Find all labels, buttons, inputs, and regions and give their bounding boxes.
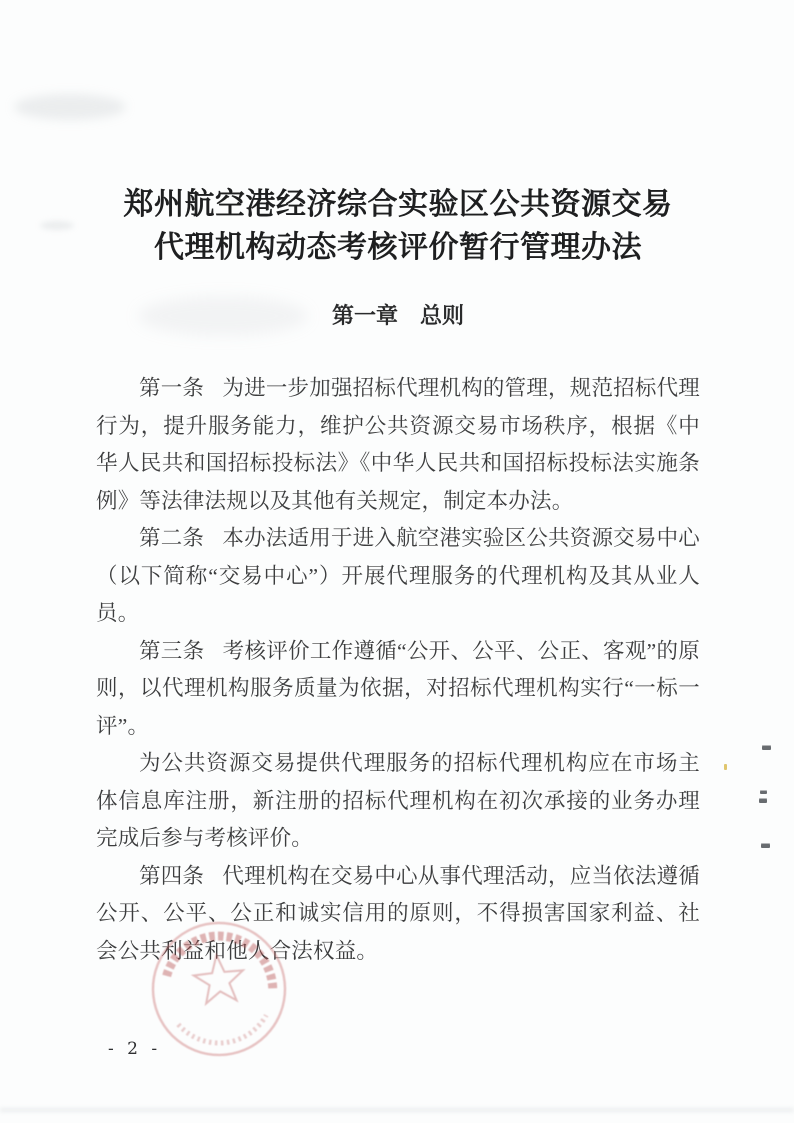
article-number-label: 第二条 bbox=[139, 526, 205, 550]
article-text: 本办法适用于进入航空港实验区公共资源交易中心（以下简称“交易中心”）开展代理服务的代理机构及其从业人员。 bbox=[96, 526, 700, 625]
scan-smudge bbox=[40, 221, 74, 230]
document-body bbox=[96, 370, 700, 970]
article-text: 考核评价工作遵循“公开、公平、公正、客观”的原则，以代理机构服务质量为依据，对招标代理机构实行“一标一评”。 bbox=[96, 638, 700, 738]
paragraph-article-3 bbox=[96, 633, 700, 746]
paragraph-continuation bbox=[96, 745, 700, 858]
scan-artifact-mark bbox=[760, 790, 767, 794]
paragraph-article-1 bbox=[96, 370, 700, 520]
seal-arc-numbers bbox=[178, 1015, 268, 1047]
document-content bbox=[96, 0, 700, 970]
article-text: 代理机构在交易中心从事代理活动，应当依法遵循公开、公平、公正和诚实信用的原则，不得损害国家利益、社会公共利益和他人合法权益。 bbox=[96, 863, 700, 963]
scan-artifact-mark bbox=[761, 843, 770, 848]
page-number: - 2 - bbox=[108, 1039, 162, 1059]
document-title-line-2: 代理机构动态考核评价暂行管理办法 bbox=[154, 231, 642, 264]
paragraph-article-4 bbox=[96, 858, 700, 971]
scan-artifact-mark bbox=[762, 745, 771, 750]
article-number-label: 第三条 bbox=[139, 638, 205, 663]
chapter-heading: 第一章 总则 bbox=[331, 303, 464, 328]
article-number-label: 第一条 bbox=[139, 376, 205, 400]
article-text: 为公共资源交易提供代理服务的招标代理机构应在市场主体信息库注册，新注册的招标代理机构在初次承接的业务办理完成后参与考核评价。 bbox=[96, 751, 700, 850]
paragraph-article-2 bbox=[96, 520, 700, 633]
scan-edge-shadow bbox=[0, 1108, 794, 1112]
document-title-line-1: 郑州航空港经济综合实验区公共资源交易 bbox=[123, 188, 673, 221]
article-text: 为进一步加强招标代理机构的管理，规范招标代理行为，提升服务能力，维护公共资源交易市场秩序，根据《中华人民共和国招标投标法》《中华人民共和国招标投标法实施条例》等法律法规以及其他有关规定，制定本办法。 bbox=[96, 376, 700, 513]
document-title bbox=[96, 183, 700, 269]
scan-artifact-speck bbox=[724, 764, 727, 770]
scan-artifact-mark bbox=[759, 798, 767, 803]
article-number-label: 第四条 bbox=[139, 863, 205, 888]
